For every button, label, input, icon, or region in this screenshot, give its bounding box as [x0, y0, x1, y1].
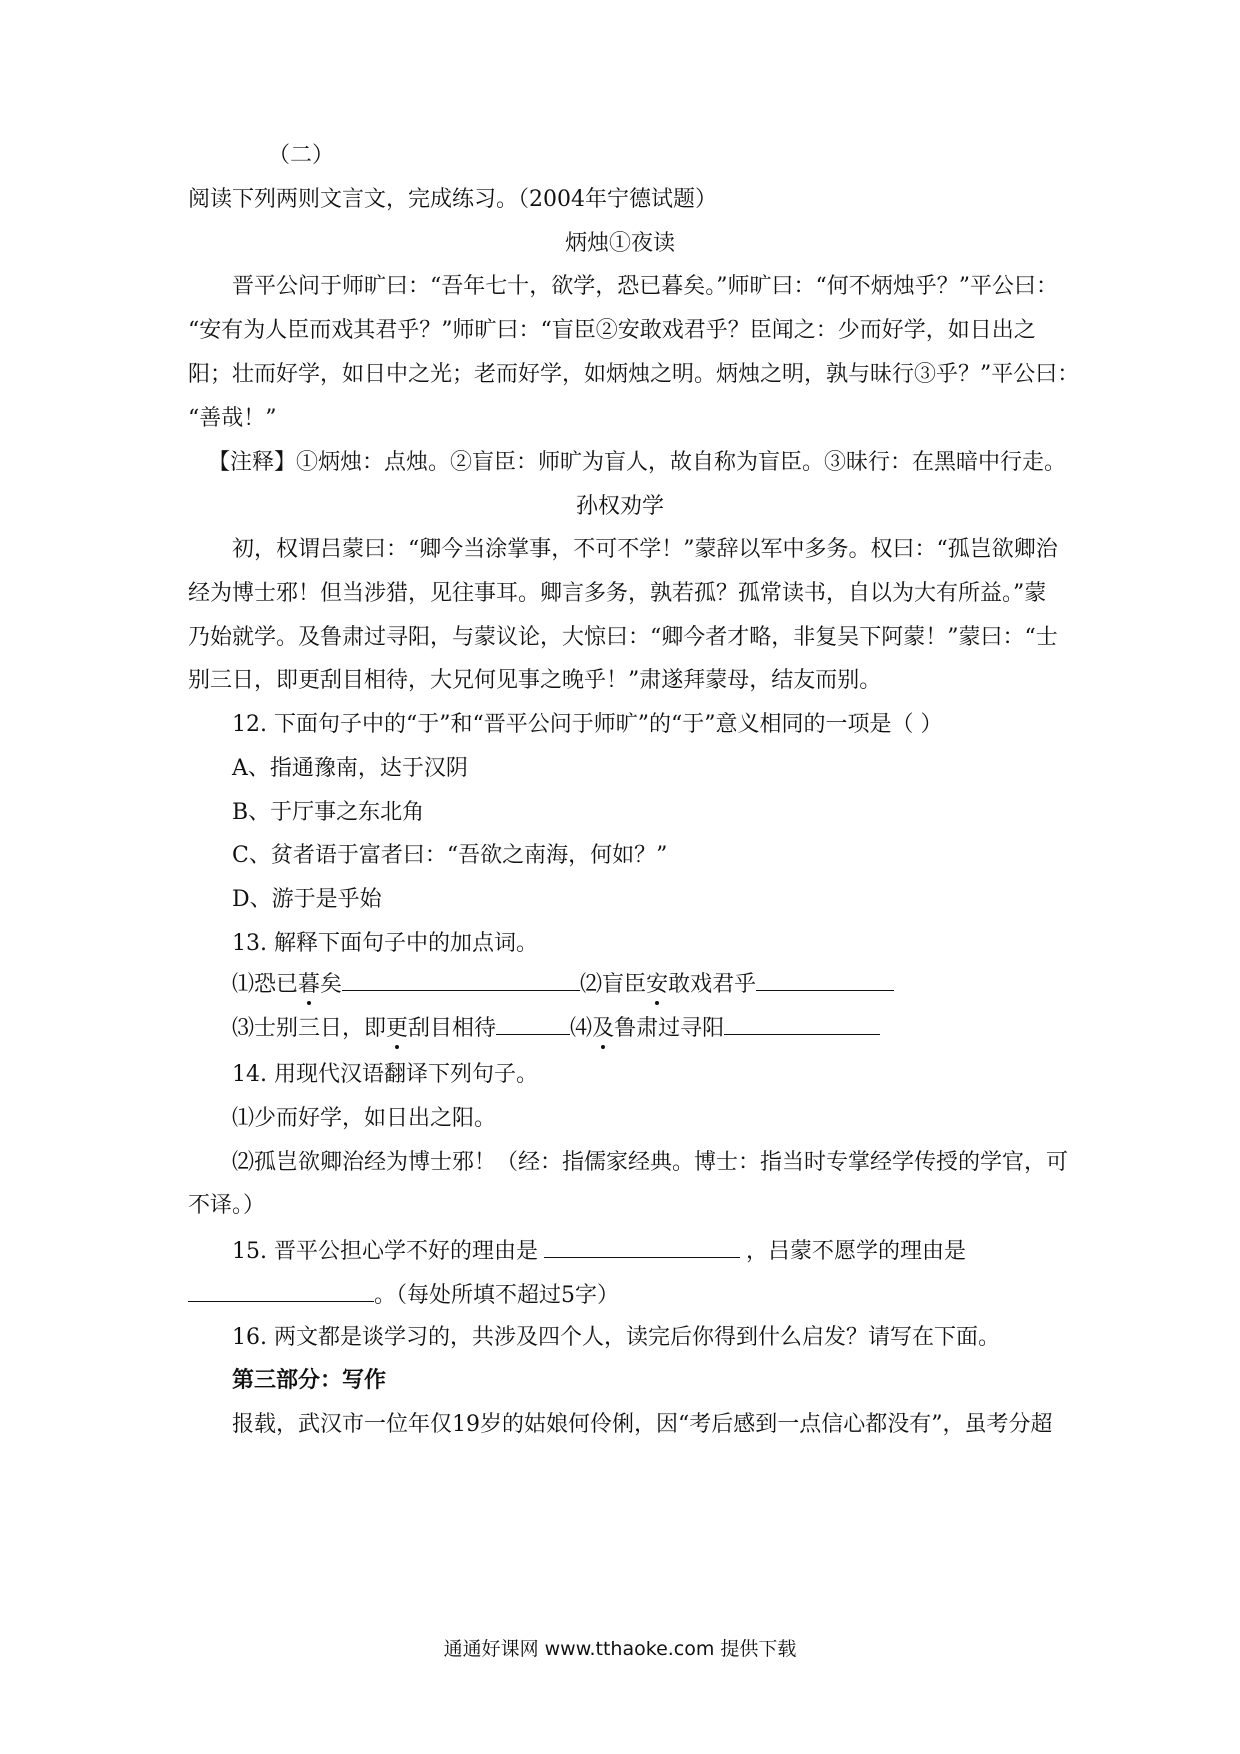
q15-answer-blank-1[interactable]: [544, 1235, 740, 1258]
q13-item1-dotted-word: 暮: [298, 972, 321, 997]
q13-item2-pre: ⑵盲臣: [580, 972, 647, 997]
q15-row2: [188, 1279, 1068, 1311]
q13-item2-post: 敢戏君乎: [668, 972, 757, 997]
q13-row2: [232, 1012, 1112, 1044]
q12-option-b: B、于厅事之东北角: [232, 800, 425, 825]
text2-line: 经为博士邪！但当涉猎，见往事耳。卿言多务，孰若孤？孤常读书，自以为大有所益。”蒙: [188, 581, 1047, 606]
section-label: （二）: [268, 143, 335, 168]
q13-item4-answer-blank[interactable]: [724, 1012, 880, 1035]
q13-item4-dotted-word: 及: [592, 1016, 615, 1041]
q13-item3-dotted-word: 更: [386, 1016, 409, 1041]
q15-part3: 。（每处所填不超过5字）: [374, 1283, 619, 1308]
q14-sentence1: ⑴少而好学，如日出之阳。: [232, 1106, 497, 1131]
q15-part1: 15. 晋平公担心学不好的理由是: [232, 1239, 538, 1264]
q13-item1-pre: ⑴恐已: [232, 972, 299, 997]
q12-option-c: C、贫者语于富者曰：“吾欲之南海，何如？”: [232, 843, 668, 868]
text1-line: 阳；壮而好学，如日中之光；老而好学，如炳烛之明。炳烛之明，孰与昧行③乎？”平公曰：: [188, 362, 1080, 387]
text1-notes: 【注释】①炳烛：点烛。②盲臣：师旷为盲人，故自称为盲臣。③昧行：在黑暗中行走。: [208, 450, 1067, 475]
page-footer: 通通好课网 www.tthaoke.com 提供下载: [443, 1638, 797, 1660]
q13-item2-dotted-word: 安: [646, 972, 669, 997]
q15-part2: ，吕蒙不愿学的理由是: [745, 1239, 966, 1264]
q16-stem: 16. 两文都是谈学习的，共涉及四个人，读完后你得到什么启发？请写在下面。: [232, 1325, 1000, 1350]
q13-item4-pre: ⑷: [570, 1016, 593, 1041]
q13-item3-answer-blank[interactable]: [496, 1012, 570, 1035]
writing-prompt-line: 报载，武汉市一位年仅19岁的姑娘何伶俐，因“考后感到一点信心都没有”，虽考分超: [232, 1412, 1053, 1437]
q15-answer-blank-2[interactable]: [188, 1279, 374, 1302]
q13-item1-post: 矣: [320, 972, 343, 997]
text1-line: “安有为人臣而戏其君乎？”师旷曰：“盲臣②安敢戏君乎？臣闻之：少而好学，如日出之: [188, 318, 1036, 343]
q12-option-d: D、游于是乎始: [232, 887, 382, 912]
q14-stem: 14. 用现代汉语翻译下列句子。: [232, 1062, 538, 1087]
q13-stem: 13. 解释下面句子中的加点词。: [232, 931, 538, 956]
text2-title: 孙权劝学: [575, 494, 664, 519]
intro-text: 阅读下列两则文言文，完成练习。（2004年宁德试题）: [188, 187, 717, 212]
q13-row1: [232, 968, 1112, 1000]
q13-item3-pre: ⑶士别三日，即: [232, 1016, 387, 1041]
text1-line: “善哉！”: [188, 406, 277, 431]
text2-line: 乃始就学。及鲁肃过寻阳，与蒙议论，大惊曰：“卿今者才略，非复吴下阿蒙！”蒙曰：“士: [188, 625, 1058, 650]
q13-item3-post: 刮目相待: [408, 1016, 497, 1041]
q15-row1: [232, 1235, 1112, 1267]
text2-line: 初，权谓吕蒙曰：“卿今当涂掌事，不可不学！”蒙辞以军中多务。权曰：“孤岂欲卿治: [232, 537, 1058, 562]
text1-title: 炳烛①夜读: [564, 231, 675, 256]
text1-line: 晋平公问于师旷曰：“吾年七十，欲学，恐已暮矣。”师旷曰：“何不炳烛乎？”平公曰：: [232, 274, 1058, 299]
q13-item4-post: 鲁肃过寻阳: [614, 1016, 725, 1041]
q13-item2-answer-blank[interactable]: [756, 968, 894, 991]
part3-heading: 第三部分：写作: [232, 1368, 387, 1393]
q12-stem: 12. 下面句子中的“于”和“晋平公问于师旷”的“于”意义相同的一项是（ ）: [232, 712, 943, 737]
text2-line: 别三日，即更刮目相待，大兄何见事之晚乎！”肃遂拜蒙母，结友而别。: [188, 668, 882, 693]
q14-sentence2-cont: 不译。）: [188, 1193, 266, 1218]
q14-sentence2: ⑵孤岂欲卿治经为博士邪！（经：指儒家经典。博士：指当时专掌经学传授的学官，可: [232, 1150, 1069, 1175]
q13-item1-answer-blank[interactable]: [342, 968, 580, 991]
q12-option-a: A、指通豫南，达于汉阴: [232, 756, 468, 781]
